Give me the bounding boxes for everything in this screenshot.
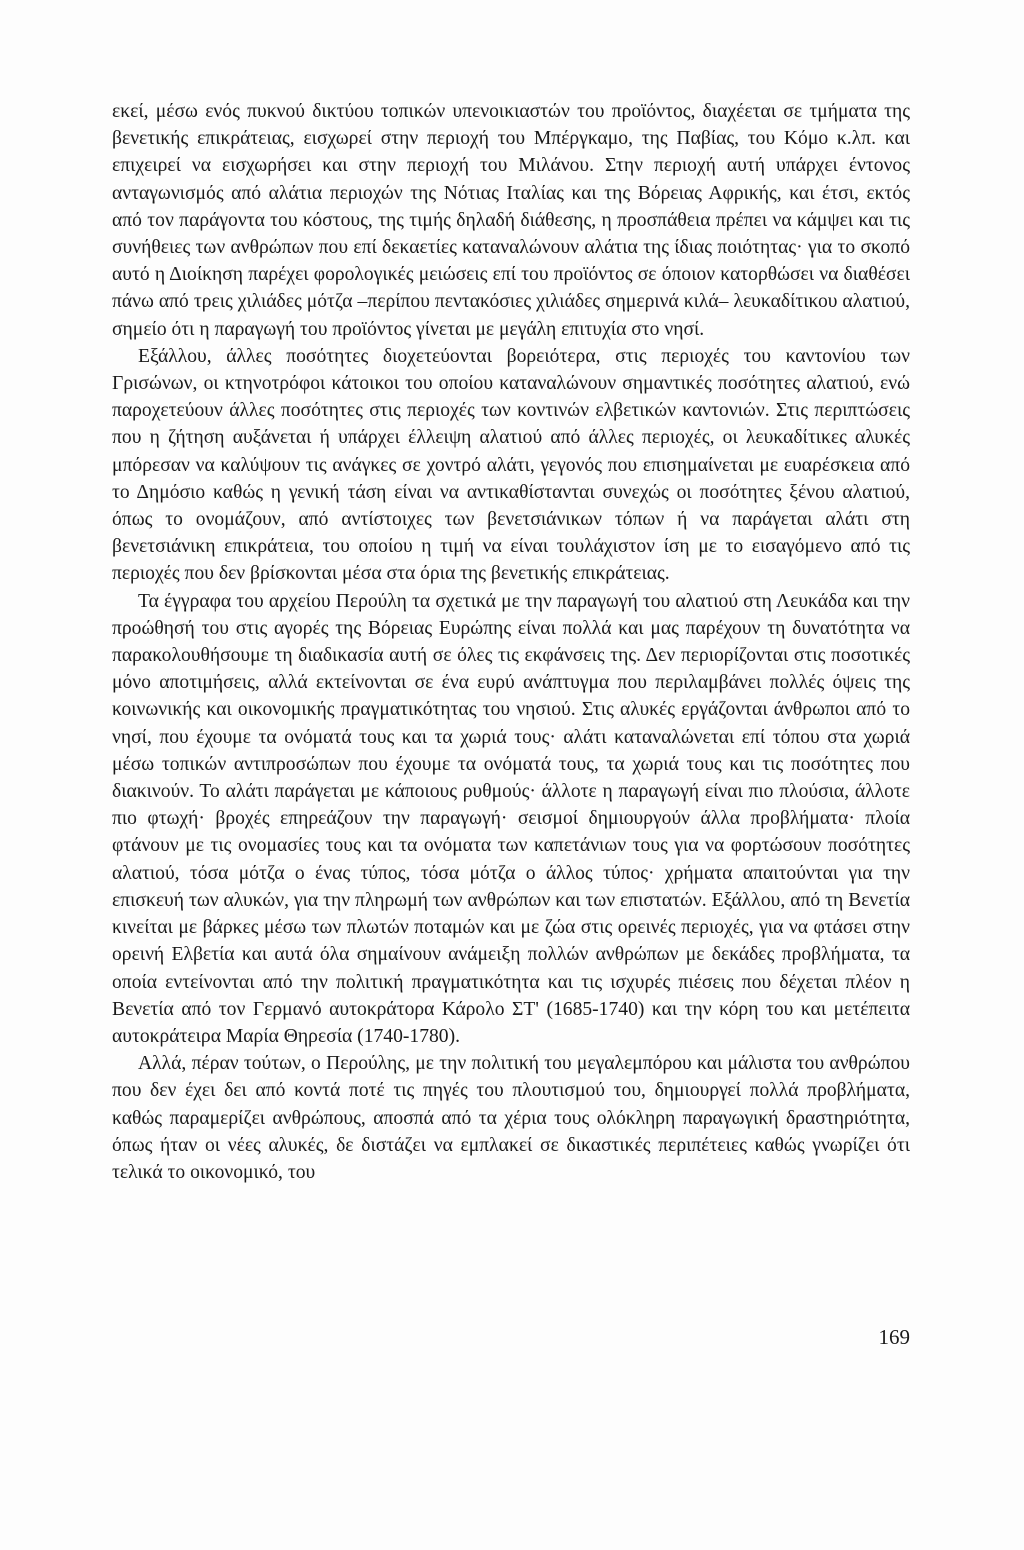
paragraph-2: Εξάλλου, άλλες ποσότητες διοχετεύονται βορειότερα, στις περιοχές του καντονίου των Γρισώνων, οι κτηνοτρόφοι κάτοικοι του οποίου καταναλώνουν σημαντικές ποσότητες αλατιού, ενώ παροχετεύουν άλλες ποσότητες στις περιοχές των κοντινών ελβετικών καντονιών. Στις περιπτώσεις που η ζήτηση αυξάνεται ή υπάρχει έλλειψη αλατιού από άλλες περιοχές, οι λευκαδίτικες αλυκές μπόρεσαν να καλύψουν τις ανάγκες σε χοντρό αλάτι, γεγονός που επισημαίνεται με ευαρέσκεια από το Δημόσιο καθώς η γενική τάση είναι να αντικαθίστανται συνεχώς οι ποσότητες ξένου αλατιού, όπως το ονομάζουν, από αντίστοιχες των βενετσιάνικων τόπων ή να παράγεται αλάτι στη βενετσιάνικη επικράτεια, του οποίου η τιμή να είναι τουλάχιστον ίση με το εισαγόμενο από τις περιοχές που δεν βρίσκονται μέσα στα όρια της βενετικής επικράτειας. xyxy=(112,345,910,585)
body-text xyxy=(112,98,910,1186)
paragraph-4: Αλλά, πέραν τούτων, ο Περούλης, με την πολιτική του μεγαλεμπόρου και μάλιστα του ανθρώπου που δεν έχει δει από κοντά ποτέ τις πηγές του πλουτισμού του, δημιουργεί πολλά προβλήματα, καθώς παραμερίζει ανθρώπους, αποσπά από τα χέρια τους ολόκληρη παραγωγική δραστηριότητα, όπως ήταν οι νέες αλυκές, δε διστάζει να εμπλακεί σε δικαστικές περιπέτειες καθώς γνωρίζει ότι τελικά το οικονομικό, του xyxy=(112,1053,910,1183)
page-number: 169 xyxy=(878,1325,910,1349)
paragraph-3: Τα έγγραφα του αρχείου Περούλη τα σχετικά με την παραγωγή του αλατιού στη Λευκάδα και την προώθησή του στις αγορές της Βόρειας Ευρώπης είναι πολλά και μας παρέχουν τη δυνατότητα να παρακολουθήσουμε τη διαδικασία αυτή σε όλες τις εκφάνσεις της. Δεν περιορίζονται στις ποσοτικές μόνο αποτιμήσεις, αλλά εκτείνονται σε ένα ευρύ ανάπτυγμα που περιλαμβάνει πολλές όψεις της κοινωνικής και οικονομικής πραγματικότητας του νησιού. Στις αλυκές εργάζονται άνθρωποι από το νησί, που έχουμε τα ονόματά τους και τα χωριά τους· αλάτι καταναλώνεται επί τόπου στα χωριά μέσω τοπικών αντιπροσώπων που έχουμε τα ονόματά τους, τα χωριά τους και τις ποσότητες που διακινούν. Το αλάτι παράγεται με κάποιους ρυθμούς· άλλοτε η παραγωγή είναι πιο πλούσια, άλλοτε πιο φτωχή· βροχές επηρεάζουν την παραγωγή· σεισμοί δημιουργούν άλλα προβλήματα· πλοία φτάνουν με τις ονομασίες τους και τα ονόματα των καπετάνιων τους για να φορτώσουν ποσότητες αλατιού, τόσα μότζα ο ένας τύπος, τόσα μότζα ο άλλος τύπος· χρήματα απαιτούνται για την επισκευή των αλυκών, για την πληρωμή των ανθρώπων και των επιστατών. Εξάλλου, από τη Βενετία κινείται με βάρκες μέσω των πλωτών ποταμών και με ζώα στις ορεινές περιοχές, για να φτάσει στην ορεινή Ελβετία και αυτά όλα σημαίνουν ανάμειξη πολλών ανθρώπων με δεκάδες προβλήματα, τα οποία εντείνονται από την πολιτική πραγματικότητα και τις ισχυρές πιέσεις που δέχεται πλέον η Βενετία από τον Γερμανό αυτοκράτορα Κάρολο ΣΤ' (1685-1740) και την κόρη του και μετέπειτα αυτοκράτειρα Μαρία Θηρεσία (1740-1780). xyxy=(112,590,910,1047)
paragraph-1: εκεί, μέσω ενός πυκνού δικτύου τοπικών υπενοικιαστών του προϊόντος, διαχέεται σε τμήματα της βενετικής επικράτειας, εισχωρεί στην περιοχή του Μπέργκαμο, της Παβίας, του Κόμο κ.λπ. και επιχειρεί να εισχωρήσει και στην περιοχή του Μιλάνου. Στην περιοχή αυτή υπάρχει έντονος ανταγωνισμός από αλάτια περιοχών της Νότιας Ιταλίας και της Βόρειας Αφρικής, και έτσι, εκτός από τον παράγοντα του κόστους, της τιμής δηλαδή διάθεσης, η προσπάθεια πρέπει να κάμψει και τις συνήθειες των ανθρώπων που επί δεκαετίες καταναλώνουν αλάτια της ίδιας ποιότητας· για το σκοπό αυτό η Διοίκηση παρέχει φορολογικές μειώσεις επί του προϊόντος σε όποιον κατορθώσει να διαθέσει πάνω από τρεις χιλιάδες μότζα –περίπου πεντακόσιες χιλιάδες σημερινά κιλά– λευκαδίτικου αλατιού, σημείο ότι η παραγωγή του προϊόντος γίνεται με μεγάλη επιτυχία στο νησί. xyxy=(112,101,910,340)
